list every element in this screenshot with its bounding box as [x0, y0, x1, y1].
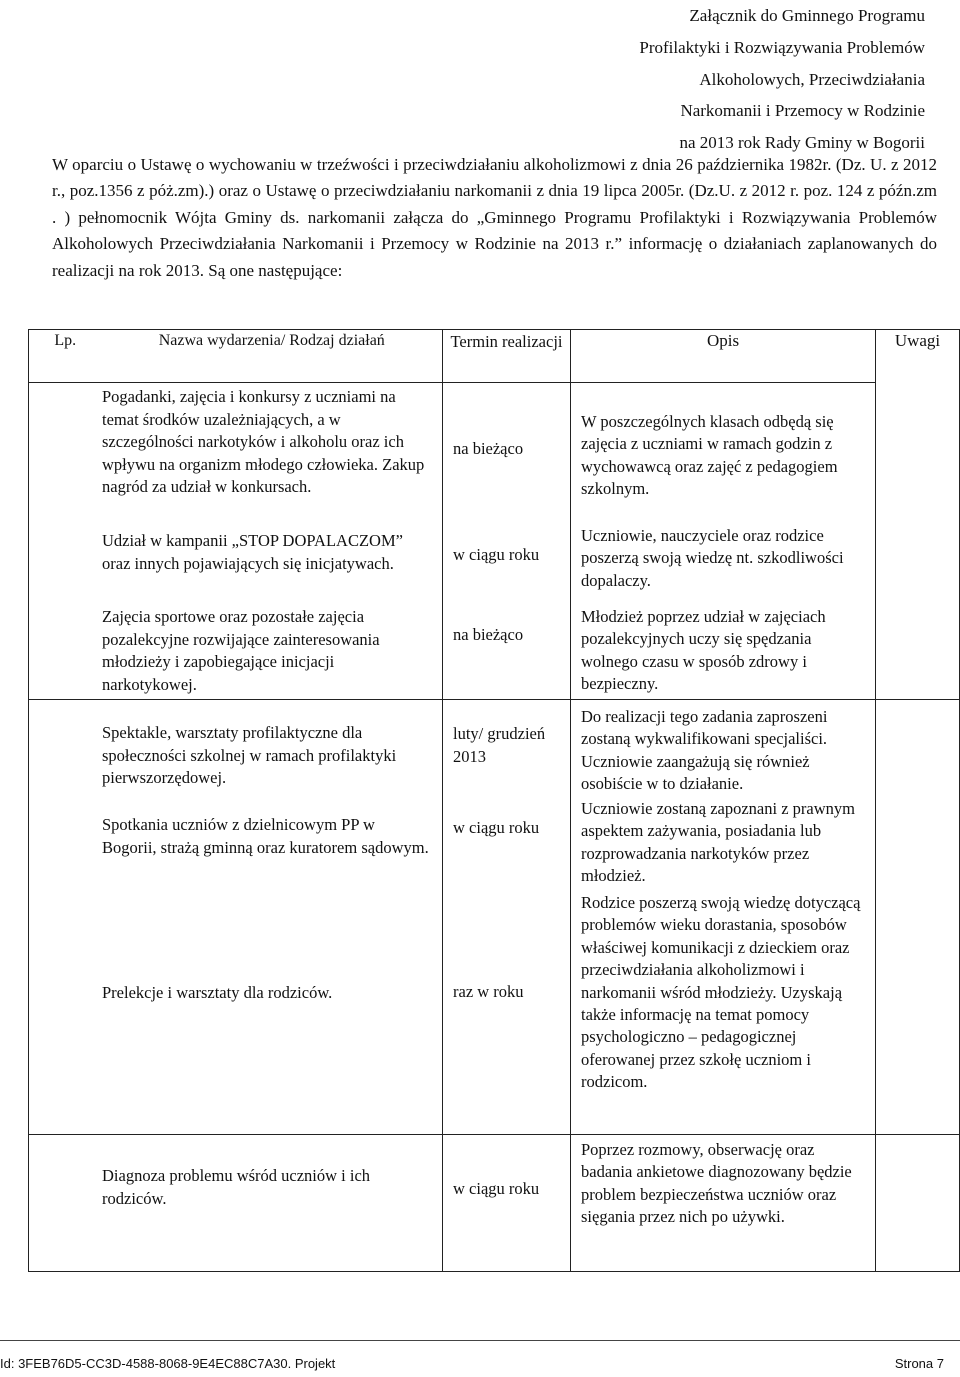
- description-text: Poprzez rozmowy, obserwację oraz badania ankietowe diagnozowany będzie problem bezpieczeństwa uczniów oraz sięgania przez nich po używki.: [581, 1140, 852, 1227]
- description-text: Rodzice poszerzą swoją wiedzę dotyczącą problemów wieku dorastania, sposobów właściwej komunikacji z dzieckiem oraz przeciwdziałania alkoholizmowi i narkomanii wśród młodzieży. Uzyskają także informację na temat pomocy psychologiczno – pedagogicznej oferowanej przez szkołę uczniom i rodzicom.: [581, 893, 861, 1092]
- term-cell: [443, 700, 571, 1135]
- remarks-cell: [876, 1135, 960, 1272]
- header-line: Załącznik do Gminnego Programu: [689, 6, 925, 25]
- intro-text-part2: narkomanii załącza do „Gminnego Programu Profilaktyki i Rozwiązywania Problemów Alkoholowych Przeciwdziałania Narkomanii i Przemocy w Rodzinie na 2013 r.” informację o działaniach zaplanowanych do realizacji na rok 2013. Są one następujące:: [52, 207, 937, 280]
- table-header-row: [29, 330, 960, 383]
- header-line: Profilaktyki i Rozwiązywania Problemów: [639, 37, 925, 57]
- term-text: na bieżąco: [453, 625, 524, 644]
- activity-text: Spektakle, warsztaty profilaktyczne dla społeczności szkolnej w ramach profilaktyki pierwszorzędowej.: [102, 723, 397, 787]
- table-row: [29, 700, 960, 1135]
- activity-text: Prelekcje i warsztaty dla rodziców.: [102, 983, 333, 1002]
- remarks-cell: [876, 700, 960, 1135]
- activity-cell: [29, 383, 443, 700]
- table-row: [29, 383, 960, 700]
- activity-text: Zajęcia sportowe oraz pozostałe zajęcia pozalekcyjne rozwijające zainteresowania młodzieży i zapobiegające inicjacji narkotykowej.: [102, 607, 380, 694]
- header-term: Termin realizacji: [443, 330, 571, 383]
- header-lp: Lp.: [29, 330, 102, 383]
- header-line: Narkomanii i Przemocy w Rodzinie: [680, 101, 925, 121]
- description-text: Uczniowie zostaną zapoznani z prawnym aspektem zażywania, posiadania lub rozprowadzania narkotyków przez młodzież.: [581, 799, 855, 886]
- term-text: raz w roku: [453, 982, 524, 1001]
- activity-text: Pogadanki, zajęcia i konkursy z uczniami na temat środków uzależniających, a w szczególności narkotyków i alkoholu oraz ich wpływu na organizm młodego człowieka. Zakup nagród za udział w konkursach.: [102, 387, 425, 496]
- page-number: Strona 7: [894, 1356, 944, 1371]
- header-name: Nazwa wydarzenia/ Rodzaj działań: [102, 330, 443, 383]
- intro-text-part1: W oparciu o Ustawę o wychowaniu w trzeźwości i przeciwdziałaniu alkoholizmowi z dnia 26 października 1982r. (Dz. U. z 2012 r., poz.1356 z póż.zm).) oraz o Ustawę o przeciwdziałaniu narkomanii z dnia 19 lipca 2005r. (Dz.U. z 2012 r. poz. 124 z późn.zm . ) pełnomocnik Wójta Gminy ds.: [52, 155, 937, 227]
- table-row: [29, 1135, 960, 1272]
- header-opis: Opis: [571, 330, 876, 383]
- header-uwagi: Uwagi: [876, 330, 960, 700]
- description-text: Uczniowie, nauczyciele oraz rodzice poszerzą swoją wiedzę nt. szkodliwości dopalaczy.: [581, 526, 844, 590]
- footer-divider: [0, 1340, 960, 1341]
- header-line: Alkoholowych, Przeciwdziałania: [699, 69, 925, 89]
- intro-paragraph: [52, 152, 937, 284]
- activity-text: Diagnoza problemu wśród uczniów i ich rodziców.: [102, 1166, 371, 1208]
- document-id: Id: 3FEB76D5-CC3D-4588-8068-9E4EC88C7A30. Projekt: [0, 1356, 336, 1371]
- term-text: w ciągu roku: [453, 1179, 540, 1198]
- term-text: luty/ grudzień 2013: [453, 724, 546, 766]
- activity-cell: [29, 1135, 443, 1272]
- description-text: W poszczególnych klasach odbędą się zajęcia z uczniami w ramach godzin z wychowawcą oraz zajęć z pedagogiem szkolnym.: [581, 412, 838, 499]
- document-header: [425, 0, 925, 159]
- term-text: na bieżąco: [453, 439, 524, 458]
- activities-table: [28, 329, 960, 1272]
- term-text: w ciągu roku: [453, 545, 540, 564]
- description-text: Do realizacji tego zadania zaproszeni zostaną wykwalifikowani specjaliści. Uczniowie zaangażują się również osobiście w to działanie.: [581, 707, 828, 794]
- term-text: w ciągu roku: [453, 818, 540, 837]
- term-cell: [443, 383, 571, 700]
- header-line: na 2013 rok Rady Gminy w Bogorii: [679, 133, 925, 153]
- description-cell: [571, 700, 876, 1135]
- activity-text: Spotkania uczniów z dzielnicowym PP w Bogorii, strażą gminną oraz kuratorem sądowym.: [102, 815, 429, 857]
- term-cell: [443, 1135, 571, 1272]
- description-cell: [571, 1135, 876, 1272]
- description-cell: [571, 383, 876, 700]
- description-text: Młodzież poprzez udział w zajęciach pozalekcyjnych uczy się spędzania wolnego czasu w sposób zdrowy i bezpieczny.: [581, 607, 826, 694]
- activity-text: Udział w kampanii „STOP DOPALACZOM” oraz innych pojawiających się inicjatywach.: [102, 531, 403, 573]
- activity-cell: [29, 700, 443, 1135]
